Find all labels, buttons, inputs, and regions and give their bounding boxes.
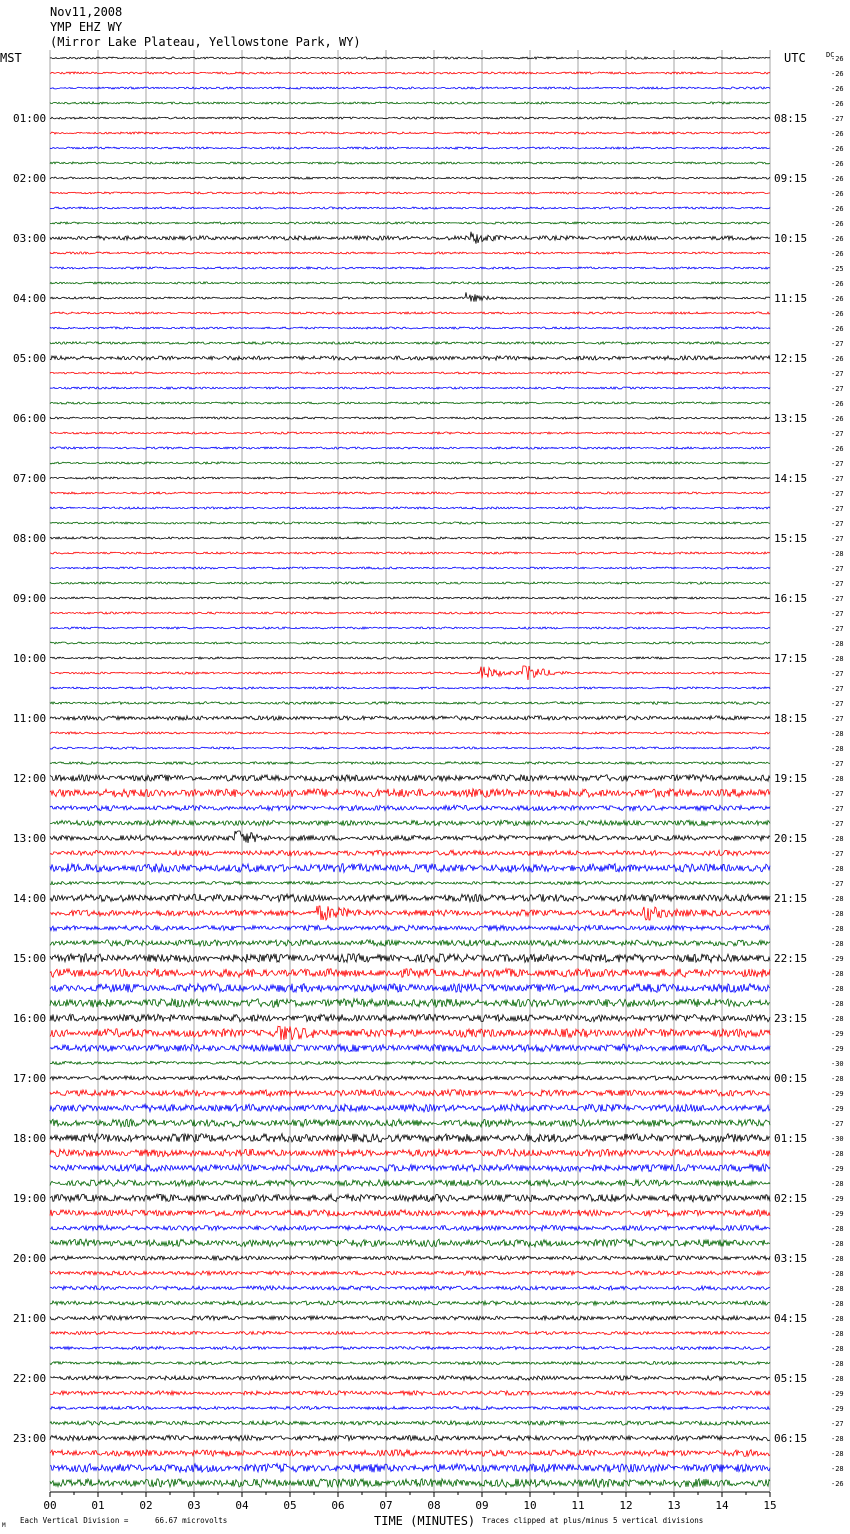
dc-offset-label: -26 xyxy=(831,190,844,198)
dc-offset-label: -27 xyxy=(831,340,844,348)
dc-offset-label: -26 xyxy=(831,295,844,303)
dc-offset-label: -26 xyxy=(831,100,844,108)
dc-offset-label: -27 xyxy=(831,850,844,858)
corner-mark: M xyxy=(2,1522,6,1529)
dc-offset-label: -28 xyxy=(831,730,844,738)
seismic-trace xyxy=(50,507,770,509)
seismic-trace xyxy=(50,356,770,360)
dc-offset-label: -27 xyxy=(831,385,844,393)
seismic-trace xyxy=(50,162,770,164)
seismic-trace xyxy=(50,1406,770,1409)
seismic-trace xyxy=(50,831,770,843)
dc-offset-label: -30 xyxy=(831,1060,844,1068)
dc-offset-label: -26 xyxy=(831,235,844,243)
dc-offset-label: -27 xyxy=(831,490,844,498)
seismic-trace xyxy=(50,1014,770,1022)
utc-hour-label: 15:15 xyxy=(774,532,808,545)
seismic-trace xyxy=(50,687,770,689)
utc-hour-label: 08:15 xyxy=(774,112,808,125)
header-location: (Mirror Lake Plateau, Yellowstone Park, WY) xyxy=(50,35,361,49)
dc-offset-label: -30 xyxy=(831,1135,844,1143)
dc-offset-label: -26 xyxy=(831,310,844,318)
seismic-trace xyxy=(50,1180,770,1186)
seismic-trace xyxy=(50,432,770,434)
utc-hour-label: 06:15 xyxy=(774,1432,808,1445)
mst-hour-label: 22:00 xyxy=(13,1372,47,1385)
dc-offset-label: -28 xyxy=(831,1465,844,1473)
dc-offset-label: -28 xyxy=(831,745,844,753)
dc-offset-label: -28 xyxy=(831,1000,844,1008)
seismic-trace xyxy=(50,1316,770,1320)
seismic-trace xyxy=(50,789,770,798)
dc-offset-label: -29 xyxy=(831,1405,844,1413)
mst-hour-label: 21:00 xyxy=(13,1312,47,1325)
dc-offset-label: -29 xyxy=(831,1195,844,1203)
seismic-trace xyxy=(50,147,770,149)
dc-offset-label: -27 xyxy=(831,610,844,618)
x-tick-label: 04 xyxy=(235,1499,249,1512)
seismic-trace xyxy=(50,969,770,978)
utc-hour-label: 04:15 xyxy=(774,1312,808,1325)
dc-offset-label: -28 xyxy=(831,1225,844,1233)
dc-offset-label: -28 xyxy=(831,550,844,558)
seismic-trace xyxy=(50,477,770,479)
seismic-trace xyxy=(50,702,770,705)
seismic-trace xyxy=(50,881,770,884)
seismic-trace xyxy=(50,1225,770,1230)
dc-offset-label: -27 xyxy=(831,505,844,513)
seismic-trace xyxy=(50,1450,770,1457)
x-tick-label: 01 xyxy=(91,1499,105,1512)
dc-offset-label: -29 xyxy=(831,1165,844,1173)
dc-offset-label: -29 xyxy=(831,1030,844,1038)
seismic-trace xyxy=(50,1090,770,1097)
dc-offset-label: -27 xyxy=(831,805,844,813)
dc-offset-label: -27 xyxy=(831,595,844,603)
seismic-trace xyxy=(50,1271,770,1275)
seismic-trace xyxy=(50,864,770,873)
utc-hour-label: 03:15 xyxy=(774,1252,808,1265)
x-tick-label: 00 xyxy=(43,1499,57,1512)
seismic-trace xyxy=(50,1061,770,1064)
dc-offset-label: -27 xyxy=(831,1120,844,1128)
seismic-trace xyxy=(50,552,770,554)
dc-offset-label: -27 xyxy=(831,760,844,768)
dc-offset-label: -26 xyxy=(831,325,844,333)
mst-hour-label: 03:00 xyxy=(13,232,47,245)
dc-offset-label: -29 xyxy=(831,955,844,963)
dc-offset-label: -26 xyxy=(831,160,844,168)
seismic-trace xyxy=(50,657,770,659)
dc-offset-label: -29 xyxy=(831,1105,844,1113)
x-tick-label: 03 xyxy=(187,1499,201,1512)
seismic-traces xyxy=(50,57,770,1487)
dc-offset-label: -28 xyxy=(831,910,844,918)
mst-hour-label: 20:00 xyxy=(13,1252,47,1265)
seismic-trace xyxy=(50,222,770,224)
seismic-trace xyxy=(50,522,770,524)
mst-hour-label: 16:00 xyxy=(13,1012,47,1025)
dc-offset-label: -27 xyxy=(831,565,844,573)
dc-offset-label: -28 xyxy=(831,1450,844,1458)
mst-hour-label: 07:00 xyxy=(13,472,47,485)
x-tick-label: 15 xyxy=(763,1499,777,1512)
dc-offset-label: -26 xyxy=(831,130,844,138)
mst-hour-label: 06:00 xyxy=(13,412,47,425)
x-tick-label: 08 xyxy=(427,1499,441,1512)
mst-hour-label: 13:00 xyxy=(13,832,47,845)
dc-offset-label: -26 xyxy=(831,145,844,153)
dc-offset-label: -28 xyxy=(831,1315,844,1323)
dc-offset-label: -28 xyxy=(831,775,844,783)
seismic-trace xyxy=(50,1256,770,1260)
seismic-trace xyxy=(50,940,770,946)
seismic-trace xyxy=(50,132,770,134)
x-tick-label: 02 xyxy=(139,1499,153,1512)
dc-offset-label: -28 xyxy=(831,1300,844,1308)
seismic-trace xyxy=(50,537,770,539)
utc-hour-label: 01:15 xyxy=(774,1132,808,1145)
dc-offset-label: -25 xyxy=(831,265,844,273)
utc-hour-label: 14:15 xyxy=(774,472,808,485)
seismic-trace xyxy=(50,72,770,74)
minute-gridlines xyxy=(50,50,770,1491)
seismic-trace xyxy=(50,232,770,244)
mst-hour-label: 02:00 xyxy=(13,172,47,185)
x-tick-label: 13 xyxy=(667,1499,681,1512)
seismic-trace xyxy=(50,954,770,963)
seismic-trace xyxy=(50,267,770,269)
dc-offset-label: -28 xyxy=(831,985,844,993)
seismic-trace xyxy=(50,192,770,194)
dc-offset-label: -28 xyxy=(831,1015,844,1023)
dc-offset-label: -27 xyxy=(831,670,844,678)
seismic-trace xyxy=(50,1210,770,1216)
x-tick-label: 05 xyxy=(283,1499,297,1512)
dc-offset-label: -26 xyxy=(831,175,844,183)
dc-offset-label: -27 xyxy=(831,1420,844,1428)
dc-offset-label: -26 xyxy=(831,400,844,408)
dc-offset-label: -27 xyxy=(831,115,844,123)
dc-offset-label: -27 xyxy=(831,475,844,483)
dc-offset-label: -28 xyxy=(831,970,844,978)
seismic-trace xyxy=(50,567,770,569)
dc-offset-label: -27 xyxy=(831,715,844,723)
seismic-trace xyxy=(50,387,770,389)
seismic-trace xyxy=(50,57,770,59)
seismic-trace xyxy=(50,447,770,449)
dc-offset-label: -28 xyxy=(831,1285,844,1293)
seismic-trace xyxy=(50,1479,770,1488)
dc-offset-label: -26 xyxy=(831,205,844,213)
utc-hour-label: 00:15 xyxy=(774,1072,808,1085)
dc-offset-label: -26 xyxy=(831,280,844,288)
dc-offset-label: -26 xyxy=(831,1480,844,1488)
x-tick-label: 06 xyxy=(331,1499,345,1512)
seismic-trace xyxy=(50,1149,770,1157)
mst-hour-label: 12:00 xyxy=(13,772,47,785)
mst-hour-label: 15:00 xyxy=(13,952,47,965)
seismic-trace xyxy=(50,117,770,119)
x-tick-label: 12 xyxy=(619,1499,633,1512)
dc-offset-label: -29 xyxy=(831,1045,844,1053)
mst-hour-label: 17:00 xyxy=(13,1072,47,1085)
seismic-trace xyxy=(50,1391,770,1395)
seismic-trace xyxy=(50,1194,770,1202)
dc-offset-label: -28 xyxy=(831,1330,844,1338)
seismic-trace xyxy=(50,207,770,209)
dc-offset-label: -28 xyxy=(831,1435,844,1443)
seismic-trace xyxy=(50,666,770,680)
seismic-trace xyxy=(50,372,770,374)
dc-offset-label: -28 xyxy=(831,1345,844,1353)
seismic-trace xyxy=(50,775,770,782)
dc-offset-label: -26 xyxy=(831,355,844,363)
seismic-trace xyxy=(50,177,770,179)
mst-hour-label: 11:00 xyxy=(13,712,47,725)
seismic-trace xyxy=(50,87,770,89)
right-timezone-label: UTC xyxy=(784,51,806,65)
utc-hour-label: 10:15 xyxy=(774,232,808,245)
seismic-trace xyxy=(50,1026,770,1040)
dc-offset-label: -28 xyxy=(831,1075,844,1083)
utc-hour-label: 09:15 xyxy=(774,172,808,185)
mst-hour-label: 19:00 xyxy=(13,1192,47,1205)
dc-offset-label: -29 xyxy=(831,1210,844,1218)
seismic-trace xyxy=(50,492,770,494)
utc-hour-label: 12:15 xyxy=(774,352,808,365)
utc-hour-label: 17:15 xyxy=(774,652,808,665)
dc-offset-labels xyxy=(831,55,844,1488)
dc-offset-label: -28 xyxy=(831,1180,844,1188)
utc-hour-label: 13:15 xyxy=(774,412,808,425)
dc-offset-label: -29 xyxy=(831,1090,844,1098)
dc-offset-label: -27 xyxy=(831,625,844,633)
left-timezone-label: MST xyxy=(0,51,22,65)
seismic-trace xyxy=(50,582,770,584)
dc-offset-label: -27 xyxy=(831,820,844,828)
header-station: YMP EHZ WY xyxy=(50,20,123,34)
mst-hour-label: 08:00 xyxy=(13,532,47,545)
dc-offset-label: -28 xyxy=(831,835,844,843)
utc-hour-label: 23:15 xyxy=(774,1012,808,1025)
dc-offset-label: -26 xyxy=(831,85,844,93)
seismic-trace xyxy=(50,1164,770,1172)
seismic-trace xyxy=(50,342,770,345)
seismic-trace xyxy=(50,716,770,720)
seismic-trace xyxy=(50,282,770,284)
seismic-trace xyxy=(50,1421,770,1425)
seismic-trace xyxy=(50,1239,770,1247)
seismic-trace xyxy=(50,402,770,404)
dc-offset-label: -26 xyxy=(831,55,844,63)
seismic-trace xyxy=(50,597,770,599)
dc-offset-label: -26 xyxy=(831,445,844,453)
dc-offset-label: -28 xyxy=(831,865,844,873)
utc-hour-label: 02:15 xyxy=(774,1192,808,1205)
seismic-trace xyxy=(50,1286,770,1290)
seismic-trace xyxy=(50,1464,770,1473)
scale-prefix: Each Vertical Division = xyxy=(20,1516,129,1525)
seismic-trace xyxy=(50,732,770,734)
mst-hour-label: 18:00 xyxy=(13,1132,47,1145)
seismic-trace xyxy=(50,925,770,930)
seismic-trace xyxy=(50,906,770,920)
seismic-trace xyxy=(50,762,770,765)
utc-hour-label: 11:15 xyxy=(774,292,808,305)
dc-offset-label: -27 xyxy=(831,535,844,543)
dc-offset-label: -27 xyxy=(831,880,844,888)
clip-note: Traces clipped at plus/minus 5 vertical divisions xyxy=(482,1516,704,1525)
mst-hour-label: 09:00 xyxy=(13,592,47,605)
seismic-trace xyxy=(50,1104,770,1112)
x-tick-label: 09 xyxy=(475,1499,489,1512)
seismic-trace xyxy=(50,327,770,329)
x-axis-title: TIME (MINUTES) xyxy=(374,1514,476,1528)
dc-offset-label: -27 xyxy=(831,790,844,798)
dc-offset-label: -28 xyxy=(831,940,844,948)
utc-hour-label: 16:15 xyxy=(774,592,808,605)
dc-offset-label: -27 xyxy=(831,685,844,693)
seismic-trace xyxy=(50,1346,770,1349)
seismic-trace xyxy=(50,1331,770,1334)
mst-hour-label: 23:00 xyxy=(13,1432,47,1445)
seismic-trace xyxy=(50,805,770,810)
seismic-trace xyxy=(50,627,770,629)
dc-offset-label: -28 xyxy=(831,1360,844,1368)
dc-offset-label: -27 xyxy=(831,370,844,378)
seismic-trace xyxy=(50,1301,770,1305)
seismic-trace xyxy=(50,747,770,749)
dc-offset-label: -28 xyxy=(831,1270,844,1278)
seismic-trace xyxy=(50,999,770,1008)
utc-hour-label: 22:15 xyxy=(774,952,808,965)
seismic-trace xyxy=(50,292,770,301)
seismic-trace xyxy=(50,850,770,855)
dc-offset-label: -28 xyxy=(831,1375,844,1383)
seismic-trace xyxy=(50,1134,770,1143)
dc-offset-label: -26 xyxy=(831,250,844,258)
utc-hour-label: 05:15 xyxy=(774,1372,808,1385)
seismic-trace xyxy=(50,1076,770,1080)
dc-label: DC xyxy=(826,51,835,59)
seismic-trace xyxy=(50,894,770,902)
utc-hour-label: 20:15 xyxy=(774,832,808,845)
x-tick-label: 14 xyxy=(715,1499,729,1512)
seismic-trace xyxy=(50,417,770,419)
seismic-trace xyxy=(50,1361,770,1364)
dc-offset-label: -26 xyxy=(831,70,844,78)
seismic-trace xyxy=(50,462,770,464)
seismic-trace xyxy=(50,984,770,993)
seismic-trace xyxy=(50,312,770,314)
seismic-trace xyxy=(50,1044,770,1052)
x-axis xyxy=(43,1492,776,1512)
mst-hour-label: 14:00 xyxy=(13,892,47,905)
utc-hour-label: 19:15 xyxy=(774,772,808,785)
seismic-trace xyxy=(50,252,770,254)
dc-offset-label: -27 xyxy=(831,700,844,708)
seismic-trace xyxy=(50,1119,770,1127)
dc-offset-label: -26 xyxy=(831,415,844,423)
x-tick-label: 11 xyxy=(571,1499,585,1512)
dc-offset-label: -28 xyxy=(831,1150,844,1158)
dc-offset-label: -26 xyxy=(831,220,844,228)
seismic-trace xyxy=(50,1435,770,1440)
scale-value: 66.67 microvolts xyxy=(155,1516,228,1525)
dc-offset-label: -27 xyxy=(831,520,844,528)
dc-offset-label: -28 xyxy=(831,895,844,903)
seismic-trace xyxy=(50,820,770,825)
seismic-trace xyxy=(50,642,770,644)
mst-hour-label: 10:00 xyxy=(13,652,47,665)
dc-offset-label: -28 xyxy=(831,1240,844,1248)
mst-hour-label: 01:00 xyxy=(13,112,47,125)
x-tick-label: 07 xyxy=(379,1499,393,1512)
header-date: Nov11,2008 xyxy=(50,5,123,19)
utc-hour-label: 21:15 xyxy=(774,892,808,905)
utc-hour-label: 18:15 xyxy=(774,712,808,725)
dc-offset-label: -27 xyxy=(831,460,844,468)
dc-offset-label: -28 xyxy=(831,1255,844,1263)
dc-offset-label: -28 xyxy=(831,640,844,648)
seismic-trace xyxy=(50,102,770,104)
dc-offset-label: -27 xyxy=(831,430,844,438)
seismic-trace xyxy=(50,612,770,614)
mst-hour-label: 04:00 xyxy=(13,292,47,305)
x-tick-label: 10 xyxy=(523,1499,537,1512)
dc-offset-label: -28 xyxy=(831,655,844,663)
dc-offset-label: -29 xyxy=(831,1390,844,1398)
dc-offset-label: -28 xyxy=(831,925,844,933)
dc-offset-label: -27 xyxy=(831,580,844,588)
seismic-trace xyxy=(50,1376,770,1380)
mst-hour-label: 05:00 xyxy=(13,352,47,365)
